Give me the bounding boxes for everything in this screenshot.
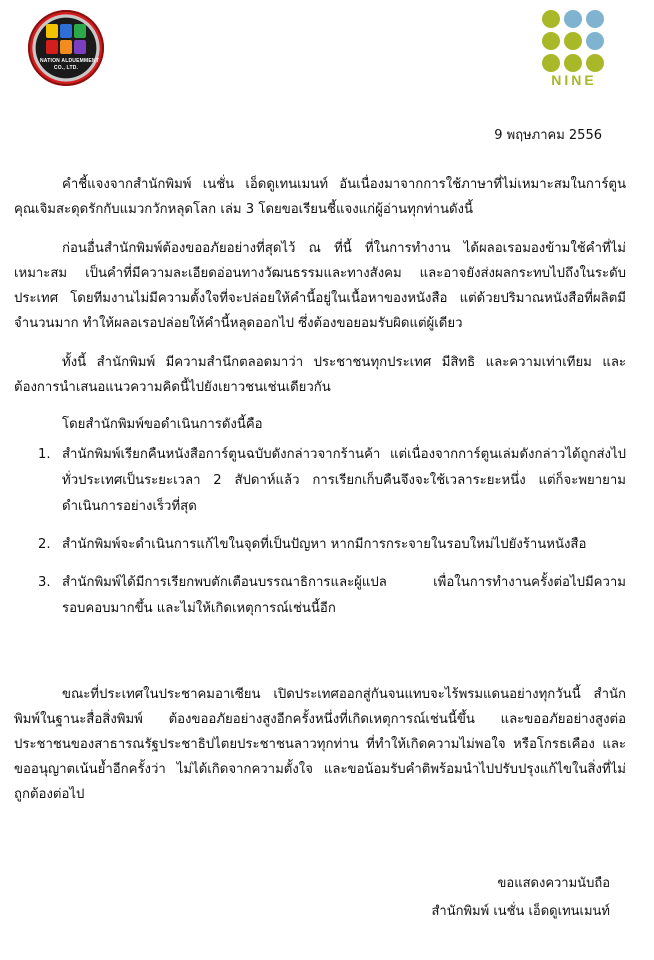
rights-paragraph [14,350,626,400]
logo-dot [586,54,604,72]
logo-dot [564,10,582,28]
list-item [14,532,626,558]
list-number: 3. [38,575,51,590]
logo-dot [542,32,560,50]
logo-dot [542,10,560,28]
apology-paragraph [14,236,626,336]
list-number: 1. [38,447,51,462]
list-item [14,442,626,520]
publisher-logo-caption-2: CO., LTD. [53,65,79,71]
logo-block-1 [46,24,58,38]
list-text: สำนักพิมพ์ได้มีการเรียกพบตักเตือนบรรณาธิการและผู้แปล เพื่อในการทำงานครั้งต่อไปมีความรอบคอบมากขึ้น และไม่ให้เกิดเหตุการณ์เช่นนี้อีก [62,575,626,616]
logo-dot [586,10,604,28]
logo-dot [564,32,582,50]
letter-date: 9 พฤษภาคม 2556 [494,128,602,143]
publisher-logo-blocks [46,24,86,54]
salutation: ขอแสดงความนับถือ [497,876,610,891]
signature: สำนักพิมพ์ เนชั่น เอ็ดดูเทนเมนท์ [431,904,610,919]
logo-dot [564,54,582,72]
logo-block-3 [74,24,86,38]
nine-wordmark: NINE [551,72,597,88]
list-text: สำนักพิมพ์เรียกคืนหนังสือการ์ตูนฉบับดังกล่าวจากร้านค้า แต่เนื่องจากการ์ตูนเล่มดังกล่าวได้ถูกส่งไปทั่วประเทศเป็นระยะเวลา 2 สัปดาห์แล้ว การเรียกเก็บคืนจึงจะใช้เวลาระยะหนึ่ง แต่ก็จะพยายามดำเนินการอย่างเร็วที่สุด [62,447,626,514]
logo-dot [586,32,604,50]
intro-text: คำชี้แจงจากสำนักพิมพ์ เนชั่น เอ็ดดูเทนเมนท์ อันเนื่องมาจากการใช้ภาษาที่ไม่เหมาะสมในการ์ตูน คุณเจิมสะดุดรักกับแมวกวักหลุดโลก เล่ม 3 โดยขอเรียนชี้แจงแก่ผู้อ่านทุกท่านดังนี้ [14,177,626,217]
action-list [14,442,626,622]
rights-text: ทั้งนี้ สำนักพิมพ์ มีความสำนึกตลอดมาว่า ประชาชนทุกประเทศ มีสิทธิ และความเท่าเทียม และต้องการนำเสนอแนวความคิดนี้ไปยังเยาวชนเช่นเดียวกัน [14,355,626,395]
list-item [14,570,626,622]
logo-block-6 [74,40,86,54]
nine-logo [538,10,610,90]
list-number: 2. [38,537,51,552]
list-text: สำนักพิมพ์จะดำเนินการแก้ไขในจุดที่เป็นปัญหา หากมีการกระจายในรอบใหม่ไปยังร้านหนังสือ [62,537,587,552]
logo-block-5 [60,40,72,54]
publisher-logo [28,10,104,86]
actions-intro: โดยสำนักพิมพ์ขอดำเนินการดังนี้คือ [62,417,263,432]
nine-logo-dots [542,10,604,72]
closing-paragraph-text: ขณะที่ประเทศในประชาคมอาเซียน เปิดประเทศออกสู่กันจนแทบจะไร้พรมแดนอย่างทุกวันนี้ สำนักพิมพ์ในฐานะสื่อสิ่งพิมพ์ ต้องขออภัยอย่างสูงอีกครั้งหนึ่งที่เกิดเหตุการณ์เช่นนี้ขึ้น และขออภัยอย่างสูงต่อประชาชนของสาธารณรัฐประชาธิปไตยประชาชนลาวทุกท่าน ที่ทำให้เกิดความไม่พอใจ หรือโกรธเคือง และขออนุญาตเน้นย้ำอีกครั้งว่า ไม่ได้เกิดจากความตั้งใจ และขอน้อมรับคำติพร้อมนำไปปรับปรุงแก้ไขในสิ่งที่ไม่ถูกต้องต่อไป [14,687,626,802]
intro-paragraph [14,172,626,222]
closing-paragraph [14,682,626,807]
logo-block-2 [60,24,72,38]
publisher-logo-caption: NATION ALDUEMMENT [40,58,99,64]
apology-text: ก่อนอื่นสำนักพิมพ์ต้องขออภัยอย่างที่สุดไว้ ณ ที่นี้ ที่ในการทำงาน ได้ผลอเรอมองข้ามใช้คำที่ไม่เหมาะสม เป็นคำที่มีความละเอียดอ่อนทางวัฒนธรรมและทางสังคม และอาจยังส่งผลกระทบไปถึงในระดับประเทศ โดยทีมงานไม่มีความตั้งใจที่จะปล่อยให้คำนี้อยู่ในเนื้อหาของหนังสือ แต่ด้วยปริมาณหนังสือที่ผลิตมีจำนวนมาก ทำให้ผลอเรอปล่อยให้คำนี้หลุดออกไป ซึ่งต้องขอยอมรับผิดแต่ผู้เดียว [14,241,626,331]
logo-dot [542,54,560,72]
logo-block-4 [46,40,58,54]
